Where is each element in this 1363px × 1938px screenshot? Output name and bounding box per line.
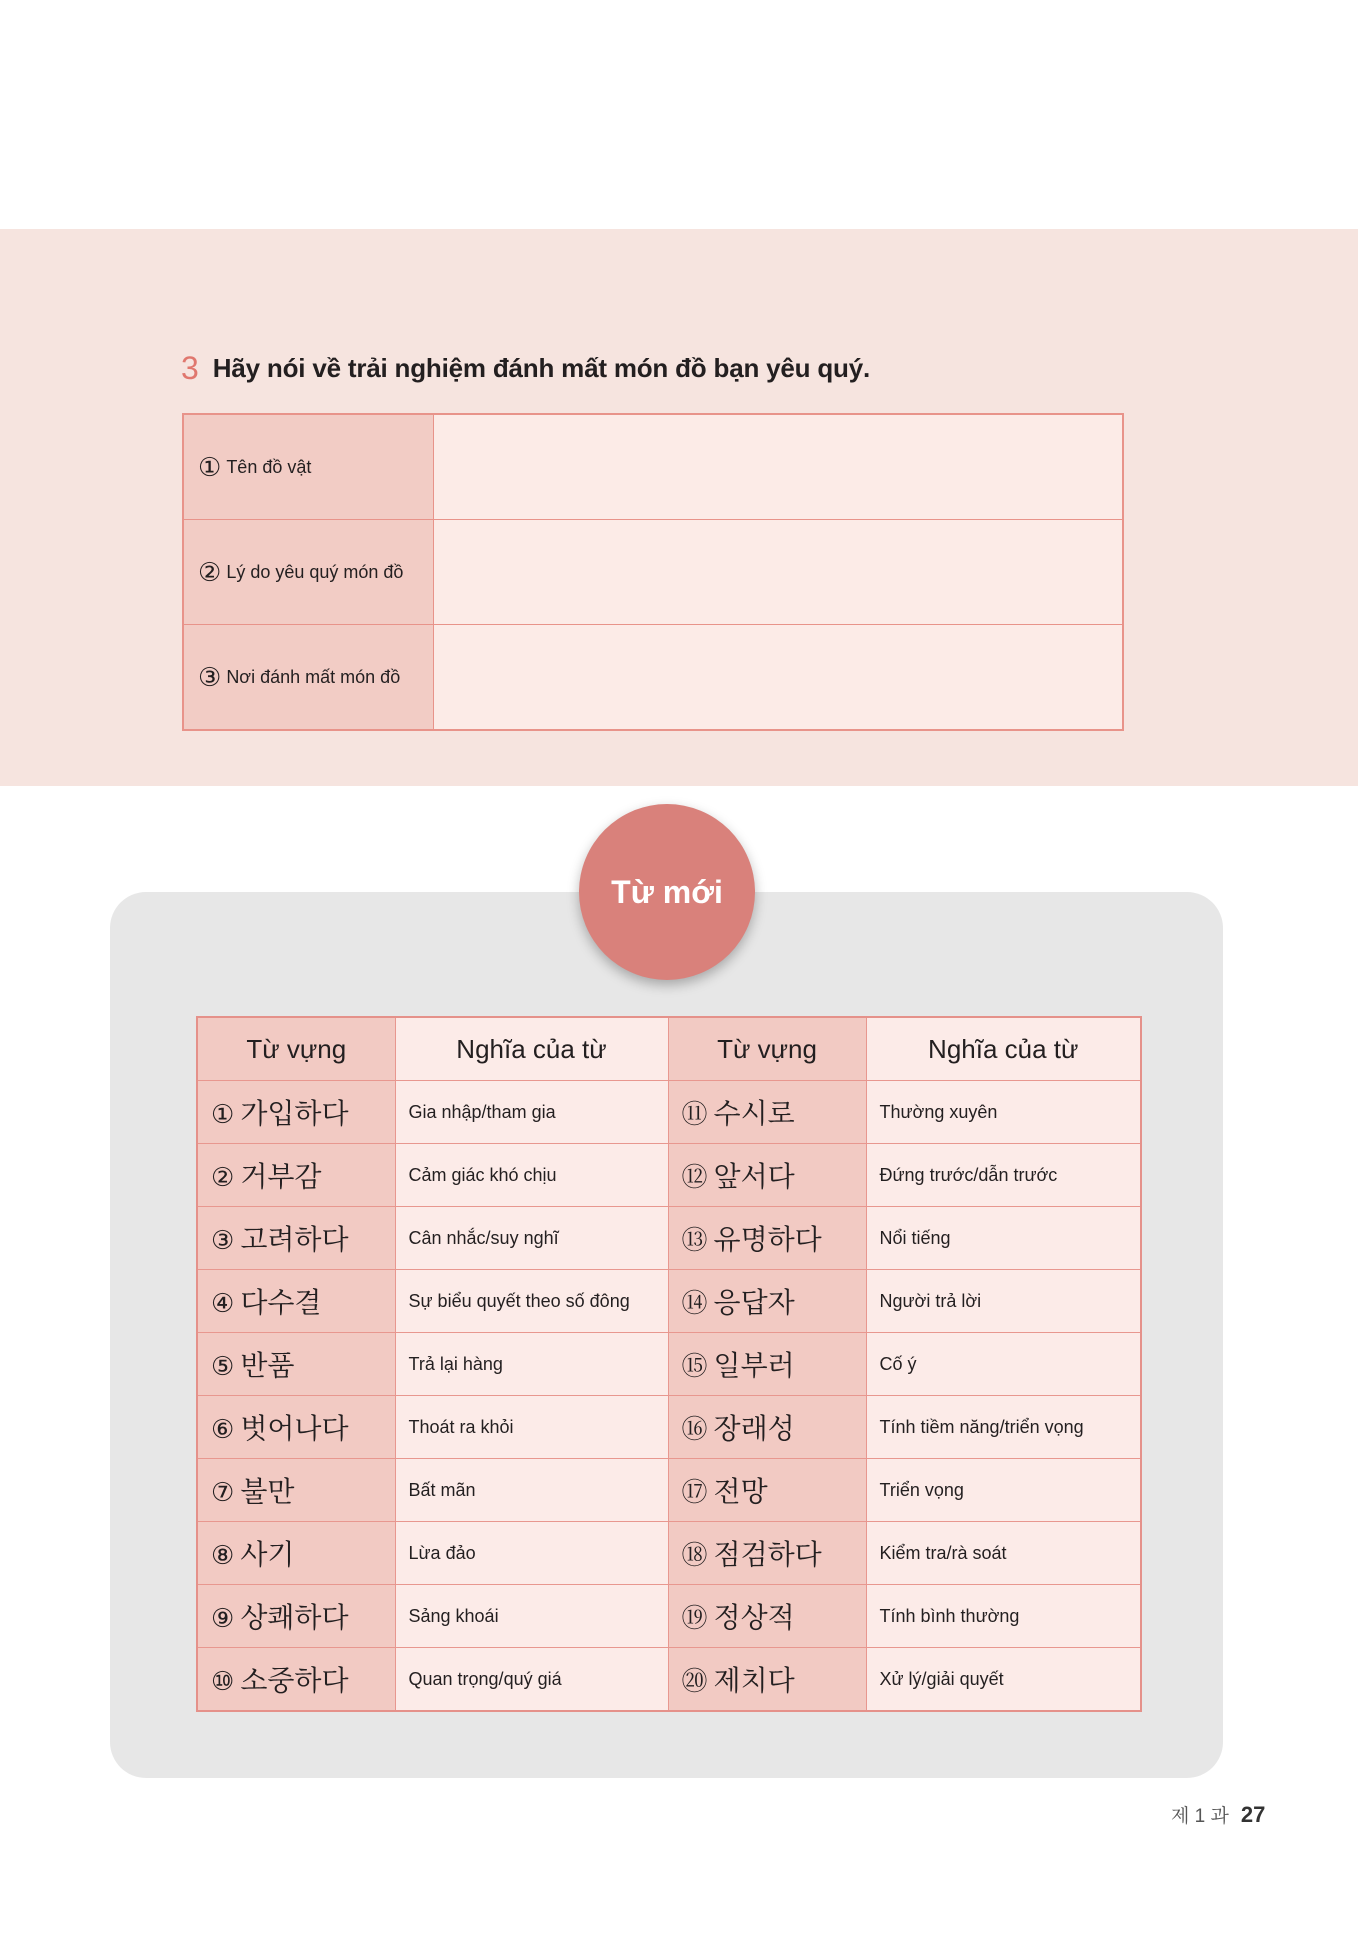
- item-number: ⑭: [681, 1288, 708, 1318]
- vocab-row: [197, 1333, 1141, 1396]
- vocab-word-cell: [668, 1270, 866, 1333]
- korean-word: 사기: [240, 1539, 295, 1570]
- lesson-label: 제 1 과: [1171, 1806, 1229, 1827]
- korean-word: 고려하다: [240, 1224, 349, 1255]
- korean-word: 앞서다: [713, 1161, 795, 1192]
- vocab-word-cell: [668, 1144, 866, 1207]
- vocab-word-cell: [668, 1081, 866, 1144]
- vocab-meaning-cell: Người trả lời: [866, 1270, 1141, 1333]
- korean-word: 가입하다: [240, 1098, 349, 1129]
- korean-word: 전망: [713, 1476, 768, 1507]
- exercise-row: [184, 415, 1122, 519]
- item-number: ⑨: [211, 1603, 235, 1633]
- vocab-word-cell: [668, 1207, 866, 1270]
- vocab-meaning-cell: Trả lại hàng: [395, 1333, 668, 1396]
- vocab-word-cell: [668, 1585, 866, 1648]
- vocab-word-cell: [197, 1585, 395, 1648]
- vocab-word-cell: [197, 1396, 395, 1459]
- item-number: ④: [211, 1288, 235, 1318]
- vocab-meaning-cell: Quan trọng/quý giá: [395, 1648, 668, 1712]
- exercise-title: Hãy nói về trải nghiệm đánh mất món đồ bạn yêu quý.: [212, 352, 871, 383]
- item-number: ⑥: [211, 1414, 235, 1444]
- vocab-meaning-cell: Cố ý: [866, 1333, 1141, 1396]
- korean-word: 다수결: [240, 1287, 322, 1318]
- vocab-word-cell: [197, 1144, 395, 1207]
- exercise-number: 3: [181, 349, 199, 386]
- vocab-meaning-cell: Tính bình thường: [866, 1585, 1141, 1648]
- vocab-row: [197, 1081, 1141, 1144]
- vocab-meaning-cell: Gia nhập/tham gia: [395, 1081, 668, 1144]
- korean-word: 장래성: [713, 1413, 795, 1444]
- korean-word: 거부감: [240, 1161, 322, 1192]
- korean-word: 수시로: [713, 1098, 795, 1129]
- exercise-label-cell: [184, 415, 434, 519]
- vocab-word-cell: [197, 1207, 395, 1270]
- vocab-row: [197, 1207, 1141, 1270]
- vocab-word-cell: [668, 1648, 866, 1712]
- vocab-word-cell: [197, 1648, 395, 1712]
- vocab-row: [197, 1270, 1141, 1333]
- vocab-meaning-cell: Cảm giác khó chịu: [395, 1144, 668, 1207]
- item-number: ③: [211, 1225, 235, 1255]
- header-meaning: Nghĩa của từ: [395, 1017, 668, 1081]
- item-number: ⑩: [211, 1666, 235, 1696]
- vocab-meaning-cell: Cân nhắc/suy nghĩ: [395, 1207, 668, 1270]
- vocab-row: [197, 1459, 1141, 1522]
- vocab-meaning-cell: Thoát ra khỏi: [395, 1396, 668, 1459]
- vocab-word-cell: [668, 1396, 866, 1459]
- korean-word: 유명하다: [713, 1224, 822, 1255]
- vocab-meaning-cell: Kiểm tra/rà soát: [866, 1522, 1141, 1585]
- vocab-meaning-cell: Tính tiềm năng/triển vọng: [866, 1396, 1141, 1459]
- exercise-label: Nơi đánh mất món đồ: [226, 666, 401, 687]
- header-word: Từ vựng: [668, 1017, 866, 1081]
- vocab-word-cell: [197, 1081, 395, 1144]
- exercise-label: Tên đồ vật: [226, 456, 312, 477]
- vocab-row: [197, 1648, 1141, 1712]
- vocab-word-cell: [668, 1522, 866, 1585]
- item-number: ③: [198, 661, 222, 692]
- exercise-label-cell: [184, 520, 434, 624]
- korean-word: 상쾌하다: [240, 1602, 349, 1633]
- vocab-row: [197, 1585, 1141, 1648]
- item-number: ①: [211, 1099, 235, 1129]
- vocabulary-table: [196, 1016, 1142, 1712]
- vocab-row: [197, 1522, 1141, 1585]
- item-number: ⑤: [211, 1351, 235, 1381]
- vocab-word-cell: [197, 1270, 395, 1333]
- vocab-word-cell: [668, 1459, 866, 1522]
- item-number: ①: [198, 451, 222, 482]
- vocab-word-cell: [197, 1333, 395, 1396]
- vocab-meaning-cell: Lừa đảo: [395, 1522, 668, 1585]
- korean-word: 반품: [240, 1350, 295, 1381]
- item-number: ⑳: [681, 1666, 708, 1696]
- item-number: ⑲: [681, 1603, 708, 1633]
- korean-word: 불만: [240, 1476, 295, 1507]
- item-number: ⑰: [681, 1477, 708, 1507]
- korean-word: 점검하다: [713, 1539, 822, 1570]
- vocab-meaning-cell: Sự biểu quyết theo số đông: [395, 1270, 668, 1333]
- korean-word: 제치다: [713, 1665, 795, 1696]
- vocab-meaning-cell: Bất mãn: [395, 1459, 668, 1522]
- vocab-meaning-cell: Sảng khoái: [395, 1585, 668, 1648]
- vocab-meaning-cell: Triển vọng: [866, 1459, 1141, 1522]
- vocab-word-cell: [197, 1459, 395, 1522]
- vocab-row: [197, 1396, 1141, 1459]
- vocab-word-cell: [668, 1333, 866, 1396]
- item-number: ⑦: [211, 1477, 235, 1507]
- new-words-badge-label: Từ mới: [611, 873, 723, 910]
- item-number: ⑯: [681, 1414, 708, 1444]
- item-number: ⑬: [681, 1225, 708, 1255]
- korean-word: 정상적: [713, 1602, 795, 1633]
- korean-word: 벗어나다: [240, 1413, 349, 1444]
- exercise-heading: [181, 348, 870, 388]
- vocab-meaning-cell: Xử lý/giải quyết: [866, 1648, 1141, 1712]
- item-number: ⑧: [211, 1540, 235, 1570]
- header-meaning: Nghĩa của từ: [866, 1017, 1141, 1081]
- korean-word: 일부러: [713, 1350, 795, 1381]
- header-word: Từ vựng: [197, 1017, 395, 1081]
- item-number: ⑫: [681, 1162, 708, 1192]
- page-number: 27: [1240, 1802, 1266, 1827]
- exercise-table: [182, 413, 1124, 731]
- item-number: ②: [198, 556, 222, 587]
- item-number: ⑪: [681, 1099, 708, 1129]
- exercise-label-cell: [184, 625, 434, 729]
- item-number: ⑮: [681, 1351, 708, 1381]
- korean-word: 응답자: [713, 1287, 795, 1318]
- vocab-meaning-cell: Thường xuyên: [866, 1081, 1141, 1144]
- vocab-row: [197, 1144, 1141, 1207]
- exercise-label: Lý do yêu quý món đồ: [226, 561, 404, 582]
- vocab-header-row: [197, 1017, 1141, 1081]
- vocab-meaning-cell: Đứng trước/dẫn trước: [866, 1144, 1141, 1207]
- exercise-row: [184, 519, 1122, 624]
- new-words-badge: [579, 804, 755, 980]
- vocab-meaning-cell: Nổi tiếng: [866, 1207, 1141, 1270]
- exercise-row: [184, 624, 1122, 729]
- korean-word: 소중하다: [240, 1665, 349, 1696]
- item-number: ⑱: [681, 1540, 708, 1570]
- vocab-word-cell: [197, 1522, 395, 1585]
- page-footer: [1171, 1801, 1265, 1828]
- exercise-answer-cell: [434, 415, 1122, 519]
- exercise-answer-cell: [434, 520, 1122, 624]
- exercise-answer-cell: [434, 625, 1122, 729]
- item-number: ②: [211, 1162, 235, 1192]
